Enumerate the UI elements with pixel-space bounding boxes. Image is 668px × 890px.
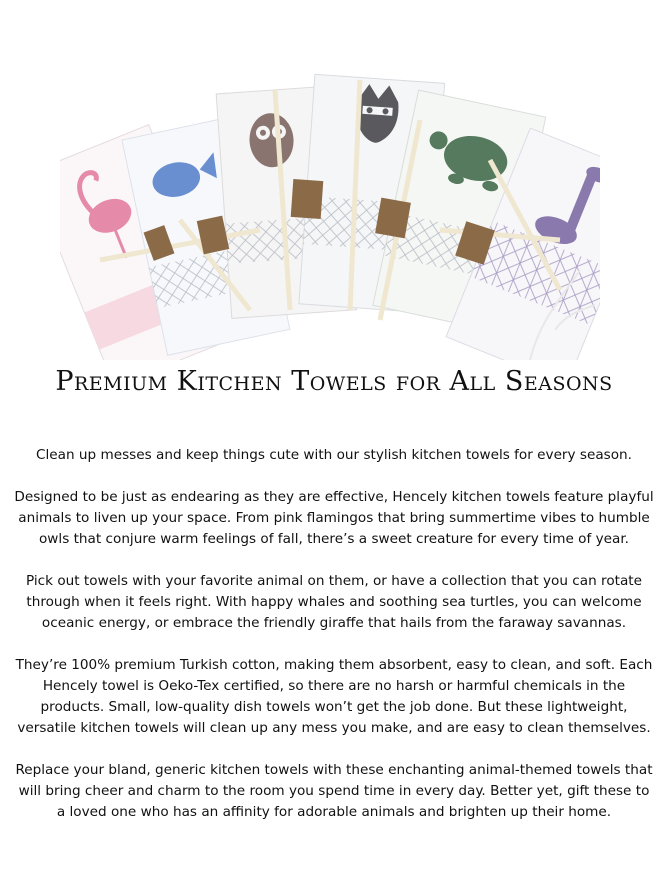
towels-product-image bbox=[60, 70, 600, 360]
description-body bbox=[14, 445, 654, 823]
paragraph-material: They’re 100% premium Turkish cotton, making them absorbent, easy to clean, and soft. Each Hencely towel is Oeko-Tex certified, so there are no harsh or harmful chemicals in the products. Small, low-quality dish towels won’t get the job done. But these lightweight, versatile kitchen towels will clean up any mess you make, and are easy to clean themselves. bbox=[15, 657, 653, 736]
page-title: Premium Kitchen Towels for All Seasons bbox=[55, 366, 613, 397]
paragraph-gift: Replace your bland, generic kitchen towels with these enchanting animal-themed towels that will bring cheer and charm to the room you spend time in every day. Better yet, gift these to a loved one who has an affinity for adorable animals and brighten up their home. bbox=[15, 762, 653, 820]
paragraph-design: Designed to be just as endearing as they are effective, Hencely kitchen towels feature playful animals to liven up your space. From pink flamingos that bring summertime vibes to humble owls that conjure warm feelings of fall, there’s a sweet creature for every time of year. bbox=[14, 489, 654, 547]
paragraph-intro: Clean up messes and keep things cute with our stylish kitchen towels for every season. bbox=[36, 447, 632, 463]
paragraph-collection: Pick out towels with your favorite animal on them, or have a collection that you can rotate through when it feels right. With happy whales and soothing sea turtles, you can welcome oceanic energy, or embrace the friendly giraffe that hails from the faraway savannas. bbox=[26, 573, 642, 631]
